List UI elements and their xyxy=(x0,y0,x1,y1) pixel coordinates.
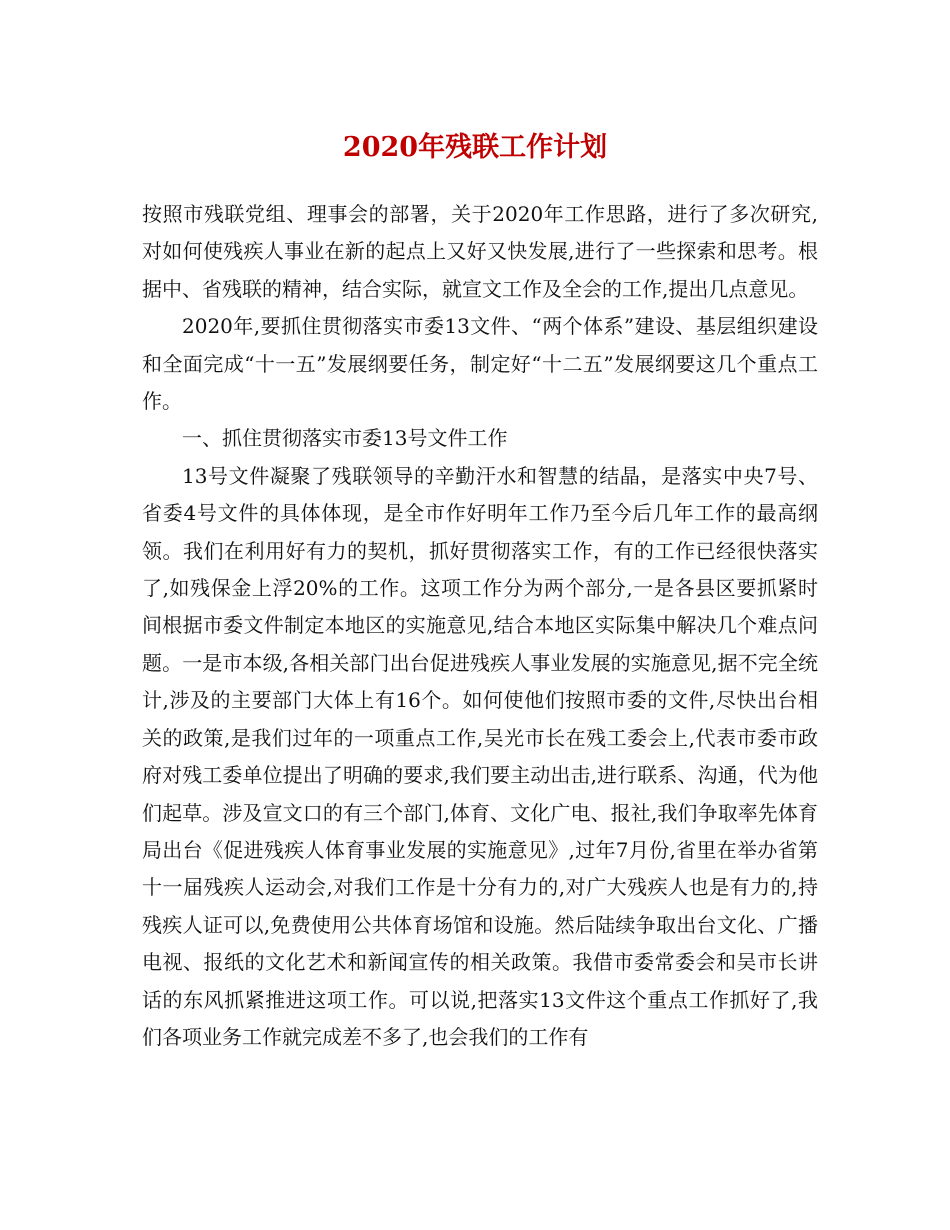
document-title: 2020年残联工作计划 xyxy=(342,132,608,163)
paragraph-key-tasks: 2020年,要抓住贯彻落实市委13文件、“两个体系”建设、基层组织建设和全面完成“十一五”发展纲要任务，制定好“十二五”发展纲要这几个重点工作。 xyxy=(142,314,818,414)
paragraph-document-13: 13号文件凝聚了残联领导的辛勤汗水和智慧的结晶，是落实中央7号、省委4号文件的具体体现，是全市作好明年工作乃至今后几年工作的最高纲领。我们在利用好有力的契机，抓好贯彻落实工作，有的工作已经很快落实了,如残保金上浮20%的工作。这项工作分为两个部分,一是各县区要抓紧时间根据市委文件制定本地区的实施意见,结合本地区实际集中解决几个难点问题。一是市本级,各相关部门出台促进残疾人事业发展的实施意见,据不完全统计,涉及的主要部门大体上有16个。如何使他们按照市委的文件,尽快出台相关的政策,是我们过年的一项重点工作,吴光市长在残工委会上,代表市委市政府对残工委单位提出了明确的要求,我们要主动出击,进行联系、沟通，代为他们起草。涉及宣文口的有三个部门,体育、文化广电、报社,我们争取率先体育局出台《促进残疾人体育事业发展的实施意见》,过年7月份,省里在举办省第十一届残疾人运动会,对我们工作是十分有力的,对广大残疾人也是有力的,持残疾人证可以,免费使用公共体育场馆和设施。然后陆续争取出台文化、广播电视、报纸的文化艺术和新闻宣传的相关政策。我借市委常委会和吴市长讲话的东风抓紧推进这项工作。可以说,把落实13文件这个重点工作抓好了,我们各项业务工作就完成差不多了,也会我们的工作有 xyxy=(142,463,818,1049)
paragraph-intro: 按照市残联党组、理事会的部署，关于2020年工作思路，进行了多次研究,对如何使残疾人事业在新的起点上又好又快发展,进行了一些探索和思考。根据中、省残联的精神，结合实际，就宣文工作及全会的工作,提出几点意见。 xyxy=(142,202,818,301)
section-heading-1: 一、抓住贯彻落实市委13号文件工作 xyxy=(182,426,508,451)
document-body xyxy=(142,196,818,1056)
